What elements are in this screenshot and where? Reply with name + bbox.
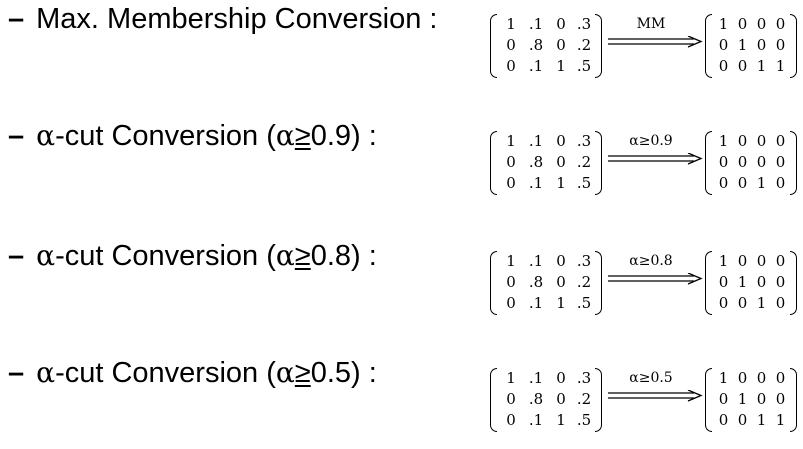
- source-matrix: [490, 131, 602, 197]
- matrix-cell: .1: [528, 369, 544, 387]
- left-bracket: [705, 131, 712, 195]
- matrix-cells: [714, 368, 790, 431]
- matrix-cell: 1: [556, 174, 566, 192]
- label-end: ) :: [351, 120, 377, 152]
- conversion-row-alpha-0-8: [0, 237, 803, 332]
- matrix-cell: .5: [576, 57, 592, 75]
- left-bracket: [490, 368, 497, 432]
- conversion-arrow: [608, 370, 703, 410]
- result-matrix: [705, 131, 797, 197]
- matrix-cell: 1: [756, 174, 767, 192]
- result-matrix: [705, 14, 797, 80]
- matrix-cell: 0: [556, 252, 566, 270]
- double-arrow-icon: [608, 36, 703, 48]
- matrix-cells: [499, 251, 595, 314]
- left-bracket: [705, 14, 712, 78]
- conversion-arrow: [608, 133, 703, 173]
- matrix-cell: .8: [528, 36, 544, 54]
- matrix-cell: 0: [556, 153, 566, 171]
- matrix-cell: 0: [556, 36, 566, 54]
- matrix-cell: 0: [737, 57, 748, 75]
- matrix-cell: .2: [576, 153, 592, 171]
- label-mid: -cut Conversion (: [55, 357, 276, 389]
- matrix-cells: [499, 14, 595, 77]
- bullet-dash: –: [8, 120, 25, 152]
- alpha-symbol: α: [275, 239, 295, 272]
- matrix-cell: 0: [775, 174, 786, 192]
- matrix-cell: 0: [506, 390, 516, 408]
- left-bracket: [490, 14, 497, 78]
- matrix-cells: [714, 14, 790, 77]
- matrix-cell: 0: [775, 36, 786, 54]
- matrix-cell: 0: [756, 132, 767, 150]
- matrix-cell: 0: [506, 36, 516, 54]
- matrix-cell: 1: [718, 252, 729, 270]
- matrix-cell: .8: [528, 153, 544, 171]
- conversion-label: [8, 239, 377, 273]
- double-arrow-icon: [608, 273, 703, 285]
- matrix-cell: 0: [775, 153, 786, 171]
- conversion-row-alpha-0-5: [0, 354, 803, 449]
- alpha-symbol: α: [36, 119, 56, 152]
- matrix-cell: 1: [737, 390, 748, 408]
- matrix-cell: 1: [556, 294, 566, 312]
- matrix-cell: 1: [506, 15, 516, 33]
- matrix-cell: 0: [718, 36, 729, 54]
- threshold-value: 0.5: [310, 357, 352, 389]
- matrix-cell: .8: [528, 273, 544, 291]
- matrix-cell: .1: [528, 15, 544, 33]
- matrix-cell: 0: [737, 174, 748, 192]
- matrix-cell: 0: [718, 174, 729, 192]
- arrow-label: α≥0.9: [629, 133, 673, 149]
- matrix-cell: 1: [775, 57, 786, 75]
- matrix-cell: 0: [737, 153, 748, 171]
- right-bracket: [790, 14, 797, 78]
- result-matrix: [705, 368, 797, 434]
- matrix-cell: 0: [756, 36, 767, 54]
- matrix-cell: 1: [775, 411, 786, 429]
- matrix-cell: 0: [756, 273, 767, 291]
- matrix-cell: 0: [506, 153, 516, 171]
- matrix-cell: 0: [556, 132, 566, 150]
- matrix-cell: 1: [506, 132, 516, 150]
- right-bracket: [595, 368, 602, 432]
- arrow-label: α≥0.5: [629, 370, 673, 386]
- alpha-symbol: α: [36, 239, 56, 272]
- label-end: ) :: [351, 240, 377, 272]
- conversion-label-text: Max. Membership Conversion :: [36, 3, 438, 35]
- matrix-cell: 0: [756, 390, 767, 408]
- matrix-cell: 0: [556, 369, 566, 387]
- matrix-cell: 0: [556, 390, 566, 408]
- matrix-cell: 0: [737, 15, 748, 33]
- source-matrix: [490, 251, 602, 317]
- alpha-symbol: α: [275, 119, 295, 152]
- matrix-cell: .1: [528, 294, 544, 312]
- matrix-cell: 0: [756, 153, 767, 171]
- matrix-cell: 0: [737, 132, 748, 150]
- matrix-cell: 0: [775, 15, 786, 33]
- threshold-value: 0.8: [310, 240, 352, 272]
- matrix-cell: 0: [775, 390, 786, 408]
- matrix-cell: 0: [775, 273, 786, 291]
- alpha-symbol: α: [275, 356, 295, 389]
- matrix-cells: [714, 251, 790, 314]
- matrix-cell: .5: [576, 174, 592, 192]
- matrix-cell: 0: [718, 294, 729, 312]
- matrix-cell: 0: [718, 273, 729, 291]
- matrix-cell: 0: [775, 369, 786, 387]
- alpha-symbol: α: [36, 356, 56, 389]
- left-bracket: [705, 368, 712, 432]
- matrix-cell: 0: [506, 57, 516, 75]
- threshold-value: 0.9: [310, 120, 352, 152]
- matrix-cell: 0: [506, 174, 516, 192]
- geq-symbol: ≥: [294, 120, 311, 152]
- matrix-cell: 1: [506, 369, 516, 387]
- label-end: ) :: [351, 357, 377, 389]
- matrix-cell: 0: [506, 273, 516, 291]
- matrix-cell: 1: [506, 252, 516, 270]
- matrix-cell: 0: [775, 294, 786, 312]
- matrix-cell: 0: [506, 411, 516, 429]
- matrix-cell: .5: [576, 411, 592, 429]
- matrix-cell: 1: [756, 411, 767, 429]
- matrix-cell: 0: [737, 411, 748, 429]
- matrix-cell: .1: [528, 57, 544, 75]
- double-arrow-icon: [608, 390, 703, 402]
- source-matrix: [490, 368, 602, 434]
- left-bracket: [490, 251, 497, 315]
- matrix-cell: 0: [775, 132, 786, 150]
- matrix-cell: .1: [528, 132, 544, 150]
- conversion-row-alpha-0-9: [0, 117, 803, 212]
- source-matrix: [490, 14, 602, 80]
- conversion-arrow: [608, 16, 703, 56]
- conversion-row-max-membership: [0, 0, 803, 95]
- matrix-cell: .3: [576, 132, 592, 150]
- conversion-arrow: [608, 253, 703, 293]
- conversion-label: [8, 119, 377, 153]
- matrix-cell: .1: [528, 174, 544, 192]
- matrix-cell: 1: [556, 57, 566, 75]
- matrix-cell: 0: [756, 252, 767, 270]
- matrix-cell: 1: [737, 36, 748, 54]
- matrix-cell: 1: [718, 15, 729, 33]
- label-mid: -cut Conversion (: [55, 240, 276, 272]
- matrix-cell: 1: [737, 273, 748, 291]
- matrix-cell: 0: [718, 411, 729, 429]
- left-bracket: [705, 251, 712, 315]
- matrix-cell: .3: [576, 252, 592, 270]
- matrix-cell: 0: [737, 294, 748, 312]
- matrix-cell: .2: [576, 390, 592, 408]
- arrow-label: MM: [636, 16, 666, 32]
- bullet-dash: –: [8, 357, 25, 389]
- left-bracket: [490, 131, 497, 195]
- label-mid: -cut Conversion (: [55, 120, 276, 152]
- arrow-label: α≥0.8: [629, 253, 673, 269]
- bullet-dash: –: [8, 3, 25, 35]
- matrix-cell: 0: [737, 369, 748, 387]
- double-arrow-icon: [608, 153, 703, 165]
- matrix-cell: 1: [718, 369, 729, 387]
- matrix-cell: 0: [556, 273, 566, 291]
- matrix-cell: .2: [576, 36, 592, 54]
- matrix-cell: .1: [528, 411, 544, 429]
- matrix-cell: .3: [576, 369, 592, 387]
- matrix-cell: 0: [737, 252, 748, 270]
- geq-symbol: ≥: [294, 357, 311, 389]
- conversion-label: [8, 2, 437, 36]
- right-bracket: [595, 14, 602, 78]
- matrix-cell: .8: [528, 390, 544, 408]
- right-bracket: [790, 131, 797, 195]
- right-bracket: [595, 131, 602, 195]
- matrix-cell: 0: [718, 57, 729, 75]
- matrix-cell: 1: [756, 57, 767, 75]
- matrix-cell: .1: [528, 252, 544, 270]
- right-bracket: [595, 251, 602, 315]
- matrix-cell: 0: [556, 15, 566, 33]
- bullet-dash: –: [8, 240, 25, 272]
- matrix-cell: 0: [718, 390, 729, 408]
- matrix-cell: 0: [718, 153, 729, 171]
- matrix-cell: .5: [576, 294, 592, 312]
- matrix-cell: 1: [756, 294, 767, 312]
- matrix-cells: [714, 131, 790, 194]
- right-bracket: [790, 251, 797, 315]
- result-matrix: [705, 251, 797, 317]
- matrix-cells: [499, 131, 595, 194]
- matrix-cell: .3: [576, 15, 592, 33]
- matrix-cell: 0: [756, 15, 767, 33]
- matrix-cell: 0: [506, 294, 516, 312]
- right-bracket: [790, 368, 797, 432]
- matrix-cell: 0: [775, 252, 786, 270]
- geq-symbol: ≥: [294, 240, 311, 272]
- matrix-cell: 1: [556, 411, 566, 429]
- matrix-cells: [499, 368, 595, 431]
- matrix-cell: .2: [576, 273, 592, 291]
- conversion-label: [8, 356, 377, 390]
- matrix-cell: 0: [756, 369, 767, 387]
- matrix-cell: 1: [718, 132, 729, 150]
